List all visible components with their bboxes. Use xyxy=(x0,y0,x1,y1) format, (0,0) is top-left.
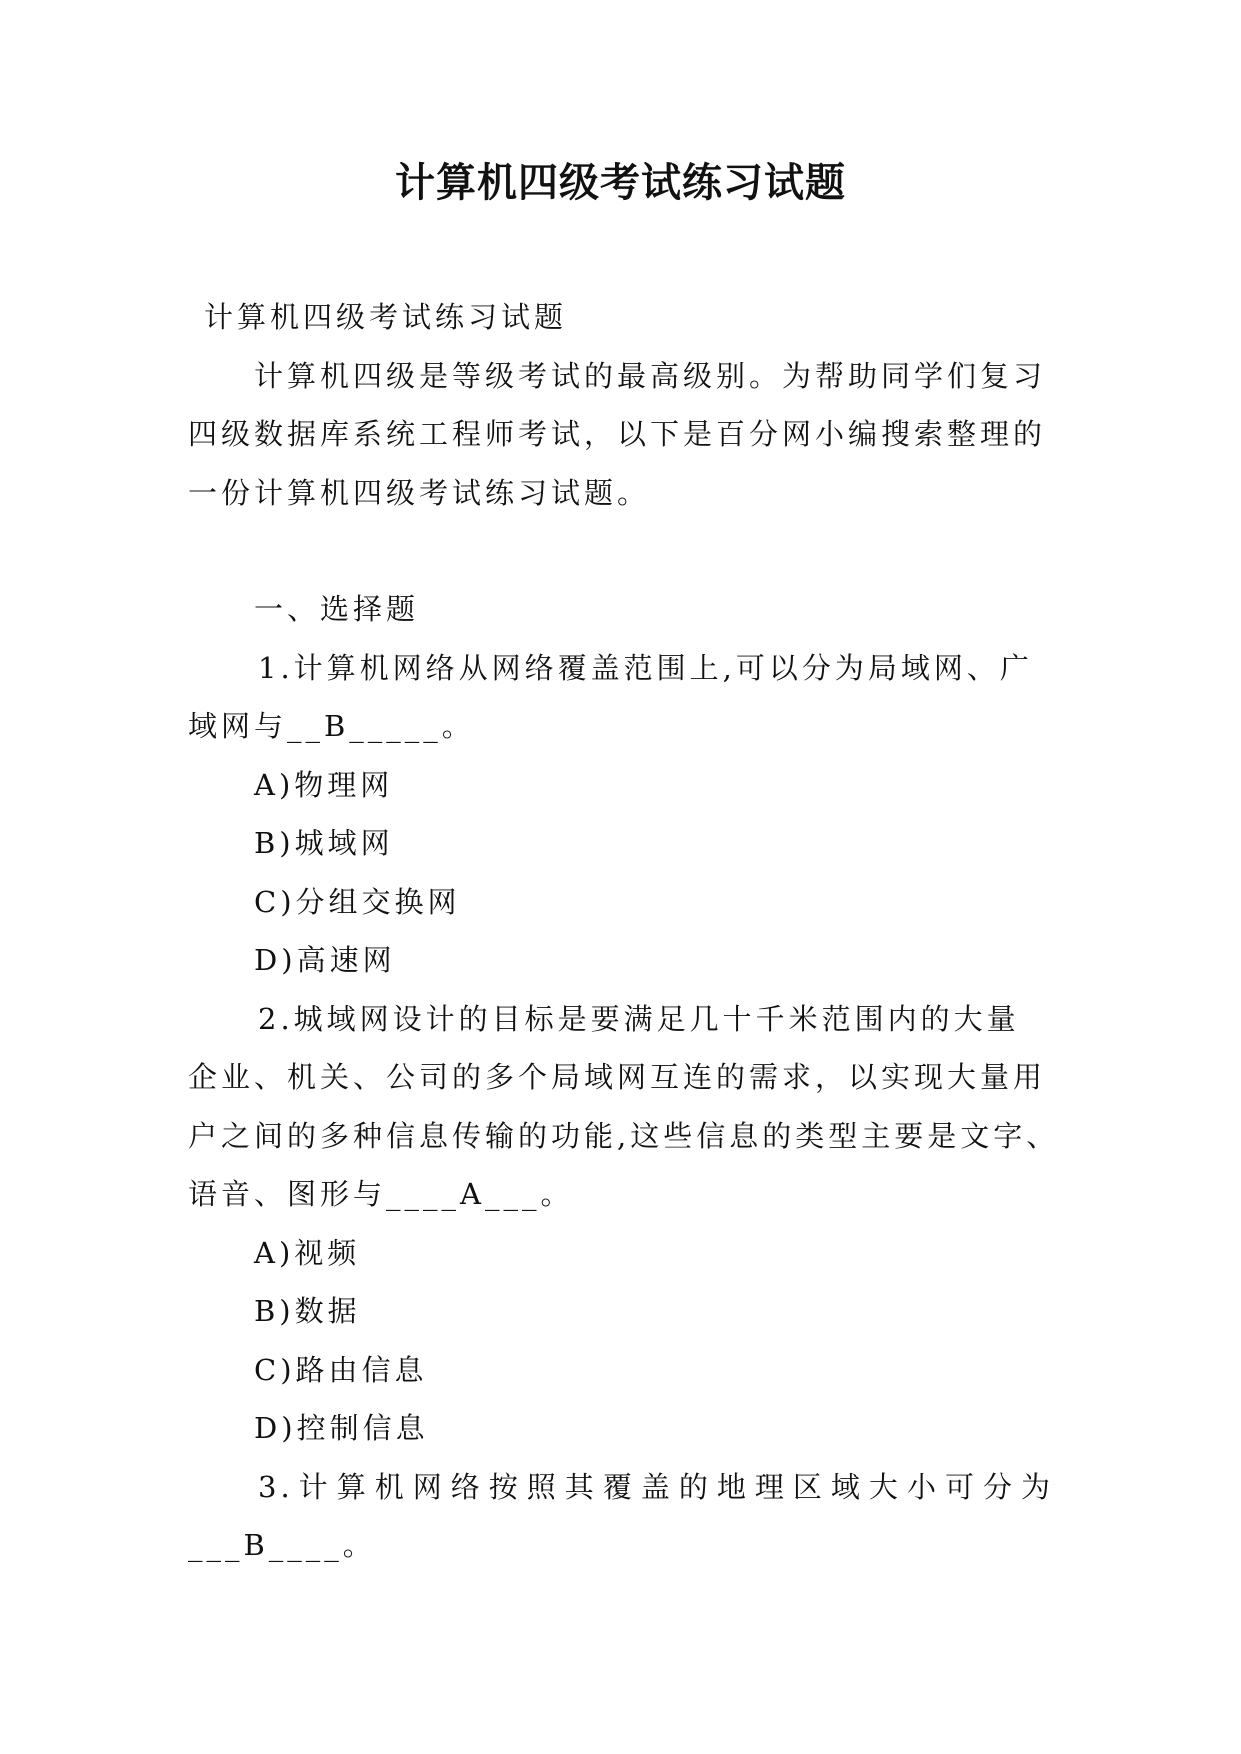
intro-line: 四级数据库系统工程师考试，以下是百分网小编搜索整理的 xyxy=(188,417,1047,451)
question-2-option-b: B)数据 xyxy=(254,1294,361,1328)
question-1-option-a: A)物理网 xyxy=(254,767,394,802)
question-1-option-c: C)分组交换网 xyxy=(254,884,461,919)
question-2-text: 2.城域网设计的目标是要满足几十千米范围内的大量 xyxy=(258,1001,1020,1036)
question-2-text: 语音、图形与____A___。 xyxy=(188,1177,574,1211)
question-2-option-d: D)控制信息 xyxy=(254,1411,429,1445)
question-2-option-c: C)路由信息 xyxy=(254,1352,428,1387)
question-3-text: 3.计算机网络按照其覆盖的地理区域大小可分为 xyxy=(258,1469,1054,1504)
question-2-text: 企业、机关、公司的多个局域网互连的需求，以实现大量用 xyxy=(188,1060,1047,1094)
intro-line: 计算机四级是等级考试的最高级别。为帮助同学们复习 xyxy=(254,358,1047,393)
question-3-text: ___B____。 xyxy=(188,1528,376,1562)
question-2-option-a: A)视频 xyxy=(254,1235,361,1270)
question-1-option-d: D)高速网 xyxy=(254,943,396,977)
paragraph-gap xyxy=(188,522,1054,580)
section-heading: 一、选择题 xyxy=(254,592,420,626)
document-body xyxy=(188,288,1060,1575)
question-1-text: 域网与__B_____。 xyxy=(188,709,475,743)
question-1-text: 1.计算机网络从网络覆盖范围上,可以分为局域网、广 xyxy=(258,650,1033,685)
intro-line: 一份计算机四级考试练习试题。 xyxy=(188,475,651,510)
document-subtitle: 计算机四级考试练习试题 xyxy=(204,300,568,334)
question-1-option-b: B)城域网 xyxy=(254,826,394,860)
document-title: 计算机四级考试练习试题 xyxy=(395,159,846,206)
question-2-text: 户之间的多种信息传输的功能,这些信息的类型主要是文字、 xyxy=(188,1118,1060,1153)
